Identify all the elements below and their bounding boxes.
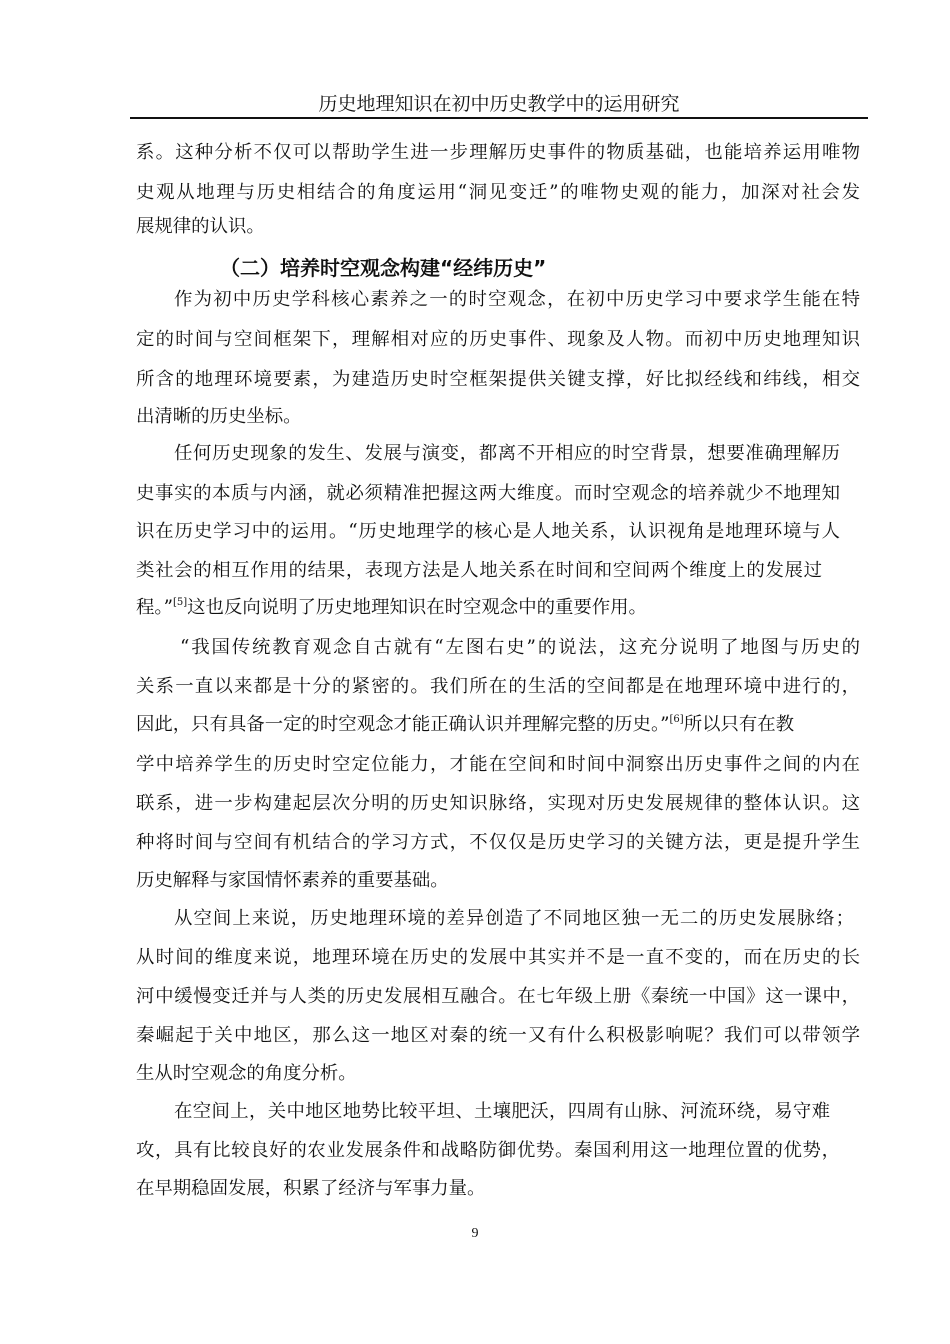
body-line: 河中缓慢变迁并与人类的历史发展相互融合。在七年级上册《秦统一中国》这一课中，: [136, 986, 860, 1007]
body-line: 在早期稳固发展，积累了经济与军事力量。: [136, 1178, 486, 1199]
body-line: 在空间上，关中地区地势比较平坦、土壤肥沃，四周有山脉、河流环绕，易守难: [174, 1101, 830, 1122]
body-line: 史观从地理与历史相结合的角度运用“洞见变迁”的唯物史观的能力，加深对社会发: [136, 182, 860, 203]
body-line: 从空间上来说，历史地理环境的差异创造了不同地区独一无二的历史发展脉络；: [174, 908, 854, 929]
body-line: 任何历史现象的发生、发展与演变，都离不开相应的时空背景，想要准确理解历: [174, 443, 840, 464]
body-line: 系。这种分析不仅可以帮助学生进一步理解历史事件的物质基础，也能培养运用唯物: [136, 142, 860, 163]
body-line: 从时间的维度来说，地理环境在历史的发展中其实并不是一直不变的，而在历史的长: [136, 947, 860, 968]
body-line: 识在历史学习中的运用。“历史地理学的核心是人地关系，认识视角是地理环境与人: [136, 521, 840, 542]
body-line: 所含的地理环境要素，为建造历史时空框架提供关键支撑，好比拟经线和纬线，相交: [136, 369, 860, 390]
line-rest: 所以只有在教: [683, 714, 795, 735]
body-line: 学中培养学生的历史时空定位能力，才能在空间和时间中洞察出历史事件之间的内在: [136, 754, 860, 775]
body-line: “我国传统教育观念自古就有“左图右史”的说法，这充分说明了地图与历史的: [180, 637, 860, 658]
body-line: 联系，进一步构建起层次分明的历史知识脉络，实现对历史发展规律的整体认识。这: [136, 793, 860, 814]
body-line: [136, 593, 647, 623]
citation-ref: [5]: [172, 597, 188, 608]
body-line: 类社会的相互作用的结果，表现方法是人地关系在时间和空间两个维度上的发展过: [136, 560, 822, 581]
body-line: 秦崛起于关中地区，那么这一地区对秦的统一又有什么积极影响呢？我们可以带领学: [136, 1025, 860, 1046]
running-header-title: 历史地理知识在初中历史教学中的运用研究: [318, 93, 680, 115]
body-line: 定的时间与空间框架下，理解相对应的历史事件、现象及人物。而初中历史地理知识: [136, 329, 860, 350]
header-divider: [130, 117, 868, 119]
page-number: 9: [471, 1226, 479, 1241]
line-start: 因此，只有具备一定的时空观念才能正确认识并理解完整的历史。”: [136, 714, 670, 735]
body-line: 作为初中历史学科核心素养之一的时空观念，在初中历史学习中要求学生能在特: [174, 289, 860, 310]
body-line: [136, 710, 860, 740]
body-line: 史事实的本质与内涵，就必须精准把握这两大维度。而时空观念的培养就少不地理知: [136, 483, 840, 504]
line-rest: 这也反向说明了历史地理知识在时空观念中的重要作用。: [187, 597, 647, 618]
body-line: 关系一直以来都是十分的紧密的。我们所在的生活的空间都是在地理环境中进行的，: [136, 676, 860, 697]
body-line: 生从时空观念的角度分析。: [136, 1063, 357, 1084]
body-line: 展规律的认识。: [136, 216, 265, 237]
body-line: 种将时间与空间有机结合的学习方式，不仅仅是历史学习的关键方法，更是提升学生: [136, 832, 860, 853]
body-line: 历史解释与家国情怀素养的重要基础。: [136, 870, 449, 891]
body-line: 攻，具有比较良好的农业发展条件和战略防御优势。秦国利用这一地理位置的优势，: [136, 1140, 840, 1161]
citation-ref: [6]: [669, 714, 684, 725]
quote-end: 程。”: [136, 597, 173, 618]
body-line: 出清晰的历史坐标。: [136, 406, 302, 427]
section-heading: （二）培养时空观念构建“经纬历史”: [220, 256, 547, 280]
